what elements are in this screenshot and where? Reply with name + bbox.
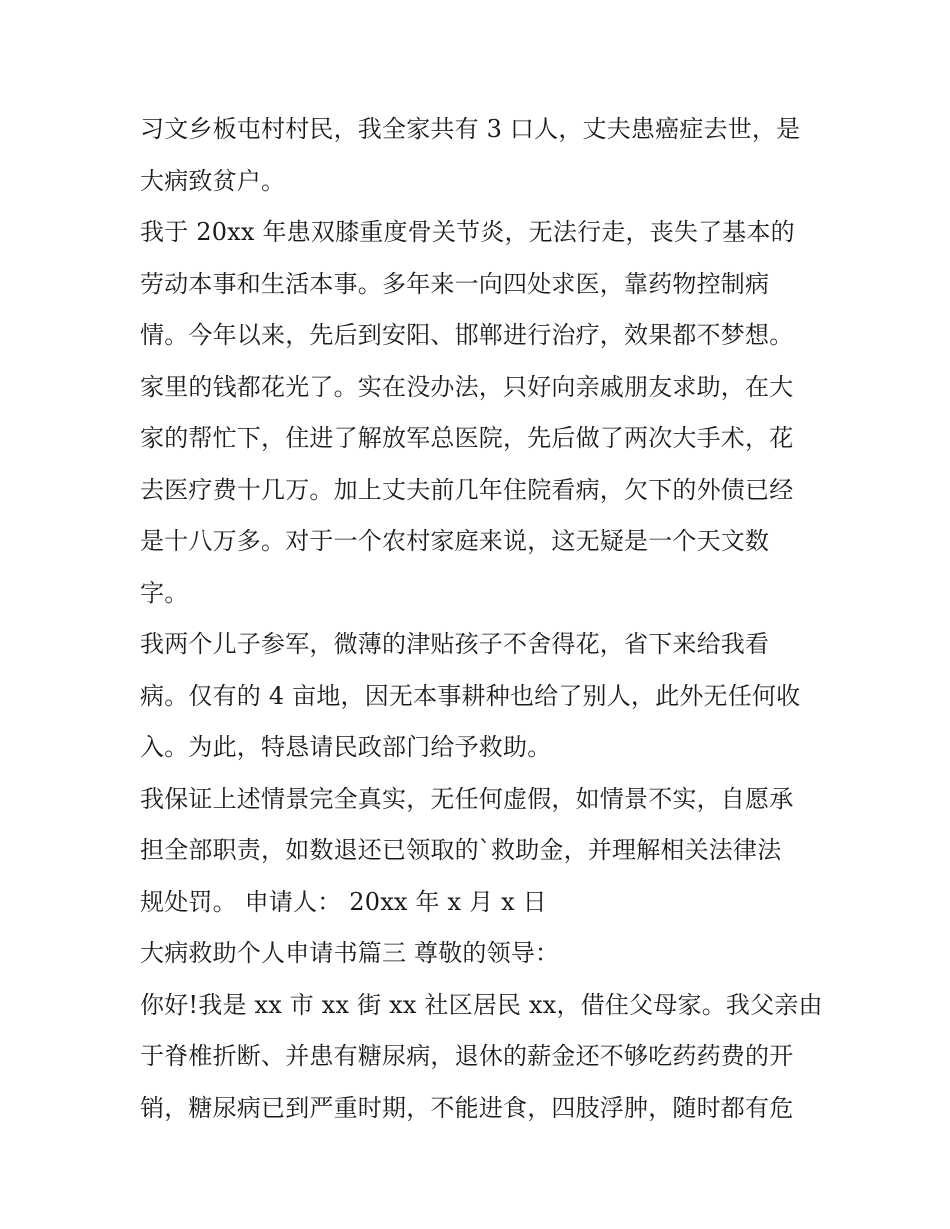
text-line: 字。: [140, 578, 189, 607]
text-line: 情。今年以来，先后到安阳、邯郸进行治疗，效果都不梦想。: [140, 321, 794, 349]
text-line: 大病致贫户。: [140, 166, 286, 195]
document-body: [140, 104, 823, 1134]
text-line: 家里的钱都花光了。实在没办法，只好向亲戚朋友求助，在大: [140, 372, 794, 401]
text-line: 劳动本事和生活本事。多年来一向四处求医，靠药物控制病: [140, 269, 770, 298]
text-line: 去医疗费十几万。加上丈夫前几年住院看病，欠下的外债已经: [140, 475, 794, 504]
text-line: 于脊椎折断、并患有糖尿病，退休的薪金还不够吃药药费的开: [140, 1042, 794, 1070]
text-line: 入。为此，特恳请民政部门给予救助。: [140, 733, 552, 761]
text-line: 是十八万多。对于一个农村家庭来说，这无疑是一个天文数: [140, 527, 770, 555]
text-line: 你好!我是 xx 市 xx 街 xx 社区居民 xx，借住父母家。我父亲由: [140, 990, 823, 1019]
text-line: 我保证上述情景完全真实，无任何虚假，如情景不实，自愿承: [140, 784, 794, 813]
text-line: 担全部职责，如数退还已领取的`救助金，并理解相关法律法: [140, 836, 782, 864]
text-line: 我两个儿子参军，微薄的津贴孩子不舍得花，省下来给我看: [140, 630, 770, 658]
text-line: 规处罚。 申请人： 20xx 年 x 月 x 日: [140, 887, 547, 916]
text-line: 销，糖尿病已到严重时期，不能进食，四肢浮肿，随时都有危: [140, 1093, 794, 1122]
section-heading: 大病救助个人申请书篇三 尊敬的领导：: [140, 939, 560, 967]
text-line: 家的帮忙下，住进了解放军总医院，先后做了两次大手术，花: [140, 424, 794, 452]
text-line: 我于 20xx 年患双膝重度骨关节炎，无法行走，丧失了基本的: [140, 218, 795, 246]
text-line: 习文乡板屯村村民，我全家共有 3 口人，丈夫患癌症去世，是: [140, 115, 801, 143]
text-line: 病。仅有的 4 亩地，因无本事耕种也给了别人，此外无任何收: [140, 681, 801, 710]
